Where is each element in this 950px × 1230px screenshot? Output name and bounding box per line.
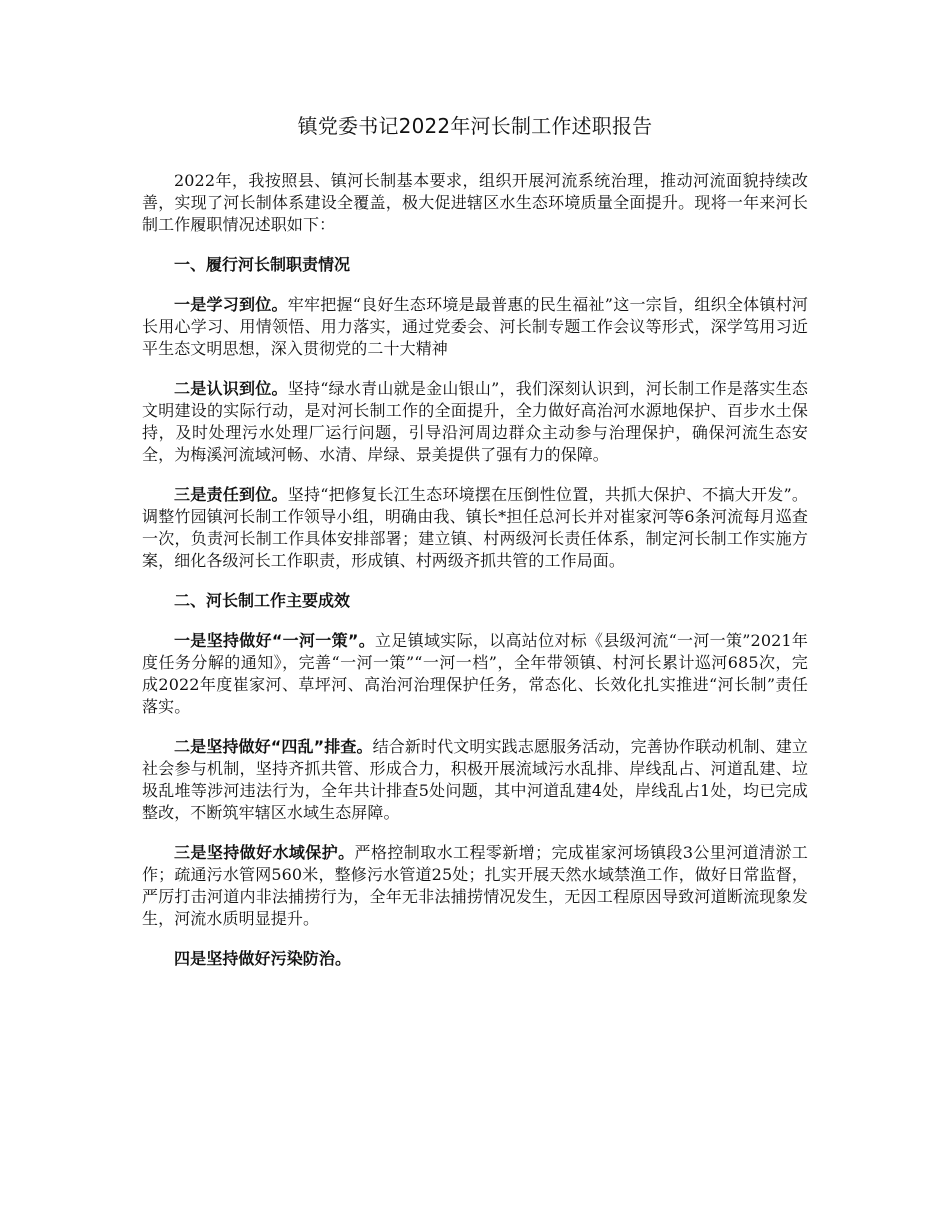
item-lead: 三是责任到位。 — [174, 485, 288, 504]
intro-paragraph: 2022年，我按照县、镇河长制基本要求，组织开展河流系统治理，推动河流面貌持续改善，实现了河长制体系建设全覆盖，极大促进辖区水生态环境质量全面提升。现将一年来河长制工作履职情况述职如下： — [142, 171, 808, 234]
item-lead: 四是坚持做好污染防治。 — [174, 949, 352, 968]
document-title: 镇党委书记2022年河长制工作述职报告 — [297, 114, 653, 138]
section-heading-2: 二、河长制工作主要成效 — [174, 591, 351, 610]
item-text: 坚持“把修复长江生态环境摆在压倒性位置，共抓大保护、不搞大开发”。调整竹园镇河长制工作领导小组，明确由我、镇长*担任总河长并对崔家河等6条河流每月巡查一次，负责河长制工作具体安排部署；建立镇、村两级河长责任体系，制定河长制工作实施方案，细化各级河长工作职责，形成镇、村两级齐抓共管的工作局面。 — [142, 485, 808, 570]
item-text: 严格控制取水工程零新增；完成崔家河场镇段3公里河道清淤工作；疏通污水管网560米，整修污水管道25处；扎实开展天然水域禁渔工作，做好日常监督，严厉打击河道内非法捕捞行为，全年无非法捕捞情况发生，无因工程原因导致河道断流现象发生，河流水质明显提升。 — [142, 843, 808, 928]
item-lead: 三是坚持做好水域保护。 — [174, 843, 355, 862]
item-text: 立足镇域实际，以高站位对标《县级河流“一河一策”2021年度任务分解的通知》，完善“一河一策”“一河一档”，全年带领镇、村河长累计巡河685次，完成2022年度崔家河、草坪河、高治河治理保护任务，常态化、长效化扎实推进“河长制”责任落实。 — [142, 631, 808, 716]
document-page — [142, 112, 808, 988]
section1-item-1 — [142, 294, 808, 360]
section1-item-2 — [142, 378, 808, 466]
section2-item-4 — [142, 948, 808, 970]
item-text: 坚持“绿水青山就是金山银山”，我们深刻认识到，河长制工作是落实生态文明建设的实际行动，是对河长制工作的全面提升，全力做好高治河水源地保护、百步水土保持，及时处理污水处理厂运行问题，引导沿河周边群众主动参与治理保护，确保河流生态安全，为梅溪河流域河畅、水清、岸绿、景美提供了强有力的保障。 — [142, 379, 808, 464]
item-text: 结合新时代文明实践志愿服务活动，完善协作联动机制、建立社会参与机制，坚持齐抓共管、形成合力，积极开展流域污水乱排、岸线乱占、河道乱建、垃圾乱堆等涉河违法行为，全年共计排查5处问题，其中河道乱建4处，岸线乱占1处，均已完成整改，不断筑牢辖区水域生态屏障。 — [142, 737, 808, 822]
item-lead: 一是坚持做好“一河一策”。 — [174, 631, 376, 650]
item-text: 牢牢把握“良好生态环境是最普惠的民生福祉”这一宗旨，组织全体镇村河长用心学习、用情领悟、用力落实，通过党委会、河长制专题工作会议等形式，深学笃用习近平生态文明思想，深入贯彻党的二十大精神 — [142, 295, 808, 358]
section2-item-2 — [142, 736, 808, 824]
section2-item-1 — [142, 630, 808, 718]
section2-item-3 — [142, 842, 808, 930]
section1-item-3 — [142, 484, 808, 572]
item-lead: 一是学习到位。 — [174, 295, 288, 314]
item-lead: 二是坚持做好“四乱”排查。 — [174, 737, 373, 756]
item-lead: 二是认识到位。 — [174, 379, 288, 398]
section-heading-1: 一、履行河长制职责情况 — [174, 255, 351, 274]
